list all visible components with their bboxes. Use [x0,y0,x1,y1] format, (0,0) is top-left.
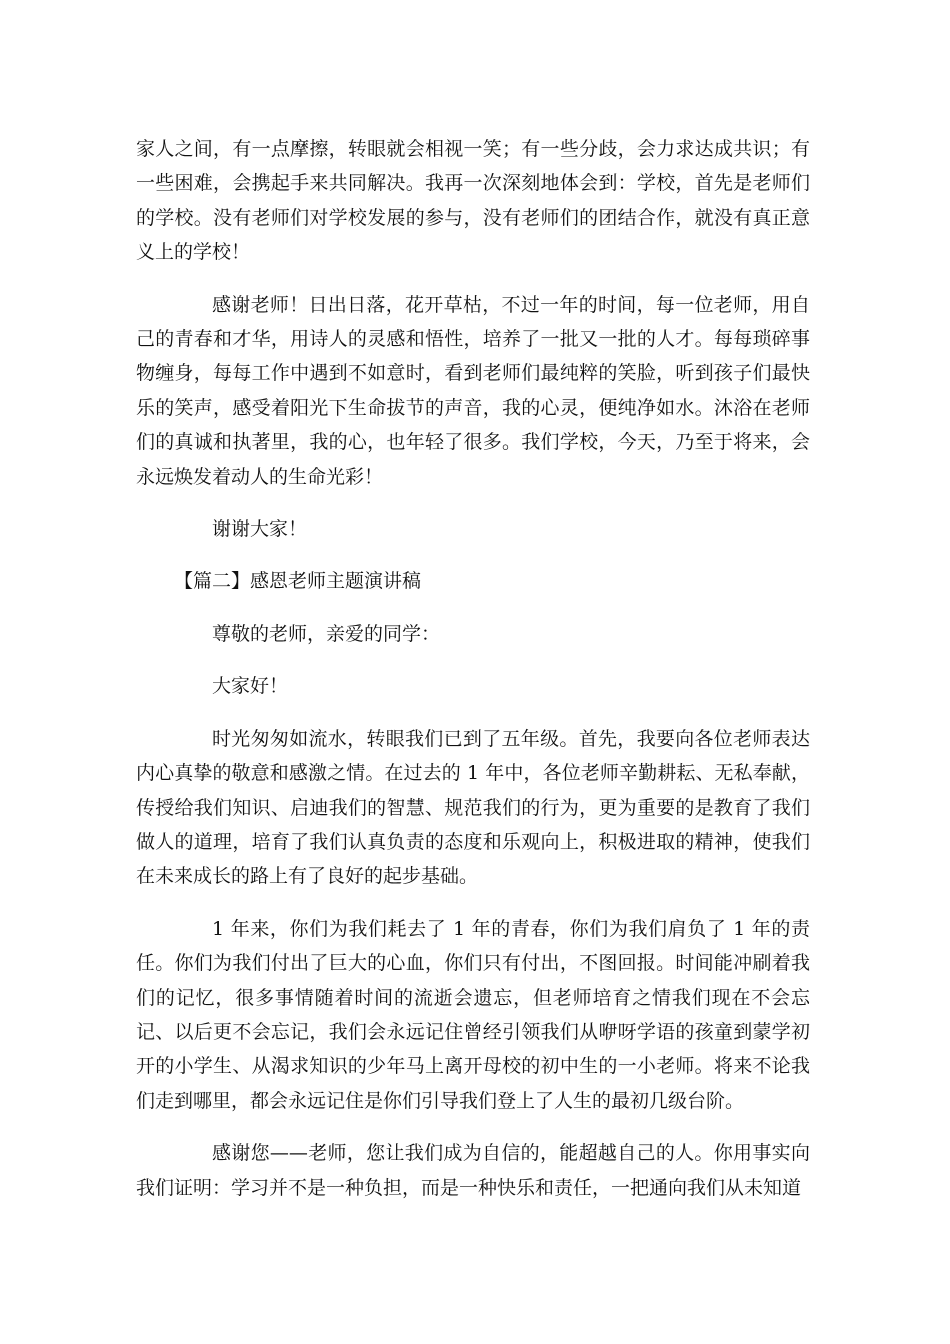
paragraph-closing: 谢谢大家！ [212,518,308,541]
paragraph-time-flies: 时光匆匆如流水，转眼我们已到了五年级。首先，我要向各位老师表达内心真挚的敬意和感激之情。在过去的 1 年中，各位老师辛勤耕耘、无私奉献，传授给我们知识、启迪我们的智慧、规范我们的行为，更为重要的是教育了我们做人的道理，培育了我们认真负责的态度和乐观向上，积极进取的精神，使我们在未来成长的路上有了良好的起步基础。 [136,727,810,888]
paragraph-salutation: 尊敬的老师，亲爱的同学： [212,622,441,645]
paragraph-greeting: 大家好！ [212,675,289,698]
paragraph-continuation: 家人之间，有一点摩擦，转眼就会相视一笑；有一些分歧，会力求达成共识；有一些困难，会携起手来共同解决。我再一次深刻地体会到：学校，首先是老师们的学校。没有老师们对学校发展的参与，没有老师们的团结合作，就没有真正意义上的学校！ [136,138,810,264]
section-heading: 【篇二】感恩老师主题演讲稿 [174,570,422,593]
paragraph-thanks-teachers: 感谢老师！日出日落，花开草枯，不过一年的时间，每一位老师，用自己的青春和才华，用诗人的灵感和悟性，培养了一批又一批的人才。每每琐碎事物缠身，每每工作中遇到不如意时，看到老师们最纯粹的笑脸，听到孩子们最快乐的笑声，感受着阳光下生命拔节的声音，我的心灵，便纯净如水。沐浴在老师们的真诚和执著里，我的心，也年轻了很多。我们学校，今天，乃至于将来，会永远焕发着动人的生命光彩！ [136,293,810,488]
document-body [136,132,810,1223]
paragraph-thank-you-teacher: 感谢您——老师，您让我们成为自信的，能超越自己的人。你用事实向我们证明：学习并不是一种负担，而是一种快乐和责任，一把通向我们从未知道 [136,1142,810,1199]
paragraph-one-year: 1 年来，你们为我们耗去了 1 年的青春，你们为我们肩负了 1 年的责任。你们为我们付出了巨大的心血，你们只有付出，不图回报。时间能冲刷着我们的记忆，很多事情随着时间的流逝会遗忘，但老师培育之情我们现在不会忘记、以后更不会忘记，我们会永远记住曾经引领我们从咿呀学语的孩童到蒙学初开的小学生、从渴求知识的少年马上离开母校的初中生的一小老师。将来不论我们走到哪里，都会永远记住是你们引导我们登上了人生的最初几级台阶。 [136,917,810,1112]
